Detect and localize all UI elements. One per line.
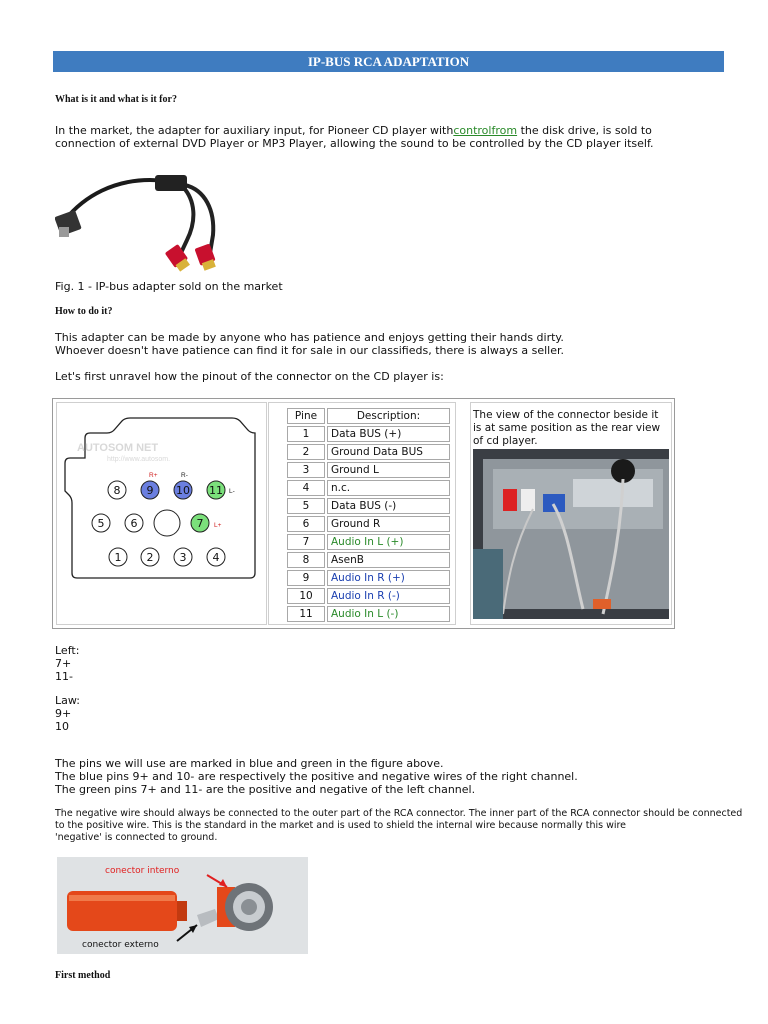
intro-line1-text: In the market, the adapter for auxiliary input, for Pioneer CD player with	[55, 124, 454, 137]
pin-description: Audio In R (-)	[327, 588, 450, 604]
header-pin: Pine	[287, 408, 325, 424]
heading-what-is-it: What is it and what is it for?	[55, 94, 177, 105]
table-row	[287, 444, 450, 460]
pin-description: Audio In R (+)	[327, 570, 450, 586]
autosom-watermark: AUTOSOM NET	[77, 442, 159, 454]
connector-view-text: The view of the connector beside it is at same position as the rear view of cd player.	[473, 409, 661, 447]
pin-number: 8	[287, 552, 325, 568]
pin-description: Ground R	[327, 516, 450, 532]
pin-number: 1	[287, 426, 325, 442]
pins-used-paragraph: The pins we will use are marked in blue and green in the figure above. The blue pins 9+ and 10- are respectively the positive and negative wires of the right channel. The green pins 7+ and 11- are the positive and negative of the left channel.	[55, 757, 578, 796]
intro-paragraph	[55, 124, 654, 150]
autosom-watermark-url: http://www.autosom.	[107, 456, 171, 463]
pin-description: Ground Data BUS	[327, 444, 450, 460]
pin-number: 4	[287, 480, 325, 496]
table-row	[287, 498, 450, 514]
pin-table-header	[287, 408, 450, 424]
table-row	[287, 426, 450, 442]
header-description: Description:	[327, 408, 450, 424]
table-row	[287, 480, 450, 496]
table-row	[287, 552, 450, 568]
pin-10: 10	[176, 484, 190, 497]
ip-bus-adapter-photo	[55, 165, 227, 275]
table-row	[287, 606, 450, 622]
pin-number: 11	[287, 606, 325, 622]
pin-4: 4	[212, 551, 220, 564]
pin-number: 5	[287, 498, 325, 514]
connector-diagram-cell	[56, 402, 267, 625]
figure-1-caption: Fig. 1 - IP-bus adapter sold on the market	[55, 280, 283, 293]
pin-table-cell	[268, 402, 456, 625]
pin-description: AsenB	[327, 552, 450, 568]
table-row	[287, 534, 450, 550]
pin-number: 2	[287, 444, 325, 460]
pin-number: 3	[287, 462, 325, 478]
connector-diagram	[57, 403, 266, 624]
table-row	[287, 516, 450, 532]
pin-number: 10	[287, 588, 325, 604]
pin-3: 3	[179, 551, 187, 564]
label-l-plus: L+	[214, 522, 222, 529]
pin-description: Ground L	[327, 462, 450, 478]
pin-5: 5	[97, 517, 105, 530]
control-link[interactable]: controlfrom	[453, 124, 518, 137]
outer-connector-label: conector externo	[82, 940, 159, 950]
pinout-intro: Let's first unravel how the pinout of the connector on the CD player is:	[55, 370, 444, 383]
label-r-plus: R+	[149, 472, 158, 479]
pin-number: 6	[287, 516, 325, 532]
pin-description: Audio In L (-)	[327, 606, 450, 622]
pin-7: 7	[196, 517, 204, 530]
pin-1: 1	[114, 551, 122, 564]
pin-11: 11	[209, 484, 223, 497]
left-channel-pins: Left: 7+ 11-	[55, 644, 80, 683]
cd-player-rear-photo	[473, 449, 669, 619]
pin-table	[285, 406, 452, 624]
connector-view-cell	[470, 402, 672, 625]
inner-connector-label: conector interno	[105, 866, 180, 876]
pin-description: n.c.	[327, 480, 450, 496]
table-row	[287, 570, 450, 586]
rca-connector-photo	[57, 857, 308, 954]
pin-description: Data BUS (-)	[327, 498, 450, 514]
label-l-minus: L-	[229, 488, 235, 495]
table-row	[287, 588, 450, 604]
negative-wire-paragraph: The negative wire should always be connected to the outer part of the RCA connector. The inner part of the RCA connector should be connected to the positive wire. This is the standard in the market and is used to shield the internal wire because normally this wire 'negative' is connected to ground.	[55, 808, 743, 843]
pinout-table-frame	[52, 398, 675, 629]
page-title: IP-BUS RCA ADAPTATION	[53, 51, 724, 72]
pin-number: 9	[287, 570, 325, 586]
pin-description: Audio In L (+)	[327, 534, 450, 550]
pin-6: 6	[130, 517, 138, 530]
table-row	[287, 462, 450, 478]
pin-number: 7	[287, 534, 325, 550]
pin-8: 8	[113, 484, 121, 497]
pin-9: 9	[146, 484, 154, 497]
law-channel-pins: Law: 9+ 10	[55, 694, 80, 733]
pin-description: Data BUS (+)	[327, 426, 450, 442]
how-paragraph: This adapter can be made by anyone who has patience and enjoys getting their hands dirty. Whoever doesn't have patience can find it for sale in our classifieds, there is always a seller.	[55, 331, 564, 357]
intro-line1-text-end: the disk drive, is sold to	[517, 124, 652, 137]
intro-line2-text: connection of external DVD Player or MP3 Player, allowing the sound to be controlled by the CD player itself.	[55, 137, 654, 150]
heading-how-to-do-it: How to do it?	[55, 306, 113, 317]
heading-first-method: First method	[55, 970, 111, 981]
label-r-minus: R-	[181, 472, 188, 479]
pin-2: 2	[146, 551, 154, 564]
